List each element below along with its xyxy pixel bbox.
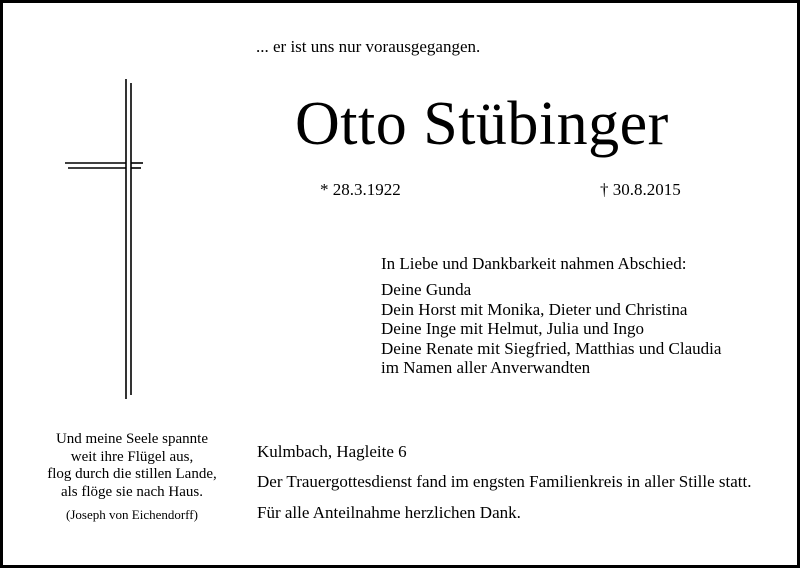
mourner-line: im Namen aller Anverwandten bbox=[381, 358, 591, 377]
mourner-line: Deine Renate mit Siegfried, Matthias und Claudia bbox=[381, 338, 722, 358]
deceased-name: Otto Stübinger bbox=[295, 90, 669, 158]
poem-line: Und meine Seele spannte bbox=[55, 431, 209, 447]
mourner-line: Dein Horst mit Monika, Dieter und Christina bbox=[381, 299, 688, 319]
poem-author: (Joseph von Eichendorff) bbox=[66, 507, 198, 522]
cross-icon bbox=[65, 79, 145, 399]
death-date: † 30.8.2015 bbox=[600, 180, 681, 199]
poem-line: weit ihre Flügel aus, bbox=[70, 448, 194, 465]
thanks-text: Für alle Anteilnahme herzlichen Dank. bbox=[257, 503, 521, 522]
poem bbox=[27, 431, 237, 524]
poem-line: als flöge sie nach Haus. bbox=[60, 483, 204, 500]
poem-line: flog durch die stillen Lande, bbox=[47, 466, 217, 482]
mourner-line: Deine Gunda bbox=[381, 280, 472, 299]
motto-text: ... er ist uns nur vorausgegangen. bbox=[256, 37, 481, 56]
birth-date: * 28.3.1922 bbox=[320, 180, 401, 199]
service-note: Der Trauergottesdienst fand im engsten Familienkreis in aller Stille statt. bbox=[257, 472, 752, 491]
mourners-list bbox=[381, 280, 721, 378]
farewell-heading: In Liebe und Dankbarkeit nahmen Abschied: bbox=[381, 254, 687, 273]
address-text: Kulmbach, Hagleite 6 bbox=[257, 442, 407, 461]
mourner-line: Deine Inge mit Helmut, Julia und Ingo bbox=[381, 319, 644, 338]
